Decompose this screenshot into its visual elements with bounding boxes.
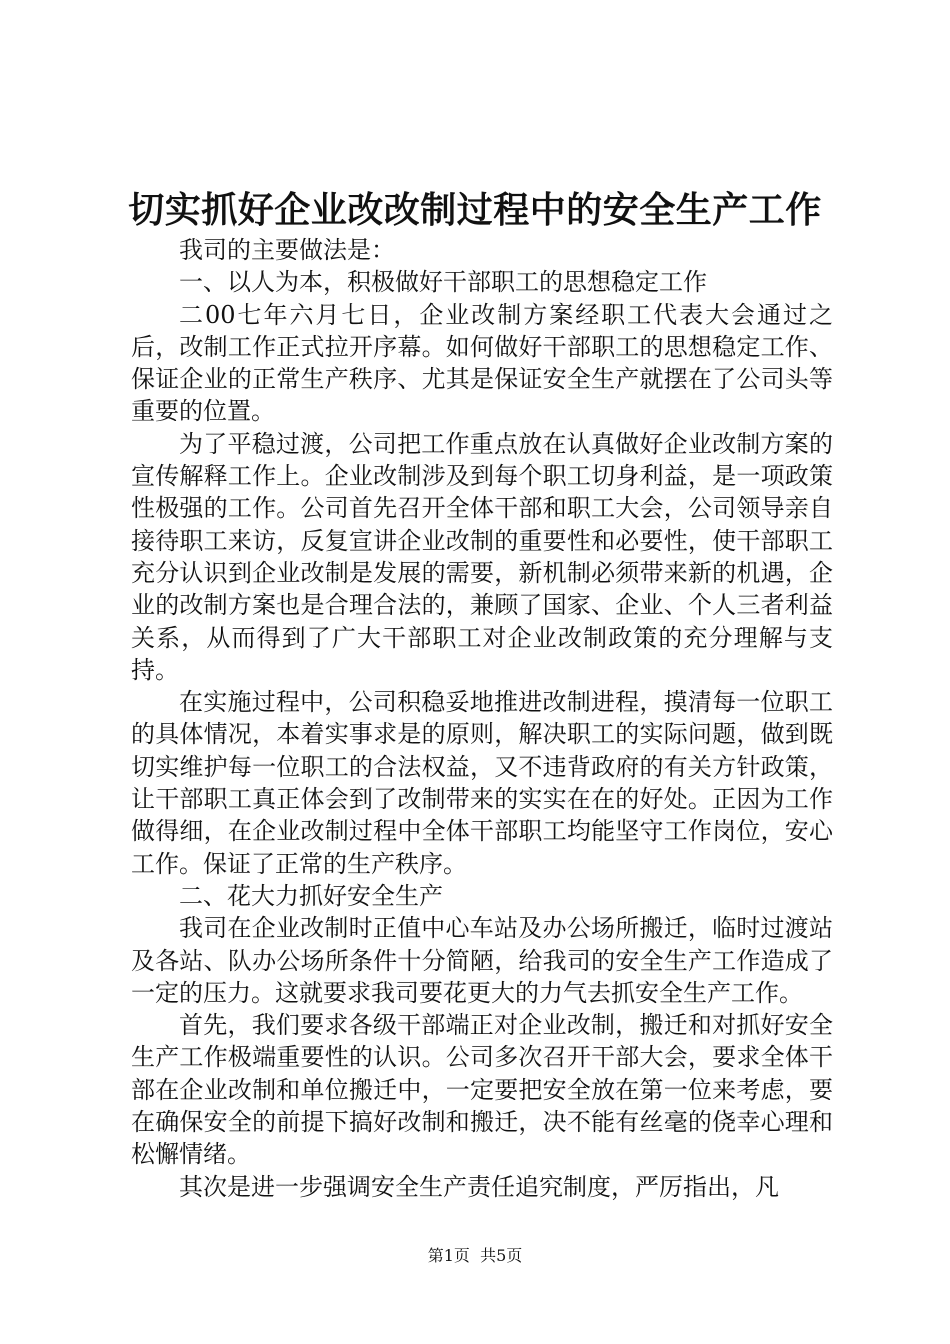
paragraph: 首先，我们要求各级干部端正对企业改制，搬迁和对抓好安全生产工作极端重要性的认识。公司多次召开干部大会，要求全体干部在企业改制和单位搬迁中，一定要把安全放在第一位来考虑，要在确保安全的前提下搞好改制和搬迁，决不能有丝毫的侥幸心理和松懈情绪。 (131, 1011, 833, 1169)
page-total: 共5页 (480, 1246, 523, 1265)
paragraph: 其次是进一步强调安全生产责任追究制度，严厉指出，凡 (179, 1172, 779, 1201)
paragraph-intro: 我司的主要做法是： (179, 236, 395, 264)
paragraph: 我司在企业改制时正值中心车站及办公场所搬迁，临时过渡站及各站、队办公场所条件十分简陋，给我司的安全生产工作造成了一定的压力。这就要求我司要花更大的力气去抓安全生产工作。 (131, 914, 833, 1007)
document-body (131, 234, 833, 1203)
paragraph: 在实施过程中，公司积稳妥地推进改制进程，摸清每一位职工的具体情况，本着实事求是的原则，解决职工的实际问题，做到既切实维护每一位职工的合法权益，又不违背政府的有关方针政策，让干部职工真正体会到了改制带来的实实在在的好处。正因为工作做得细，在企业改制过程中全体干部职工均能坚守工作岗位，安心工作。保证了正常的生产秩序。 (131, 688, 833, 878)
section-heading-2: 二、花大力抓好安全生产 (179, 881, 443, 910)
page-number: 第1页 (427, 1246, 470, 1265)
page-footer (0, 1245, 950, 1267)
paragraph: 为了平稳过渡，公司把工作重点放在认真做好企业改制方案的宣传解释工作上。企业改制涉及到每个职工切身利益，是一项政策性极强的工作。公司首先召开全体干部和职工大会，公司领导亲自接待职工来访，反复宣讲企业改制的重要性和必要性，使干部职工充分认识到企业改制是发展的需要，新机制必须带来新的机遇，企业的改制方案也是合理合法的，兼顾了国家、企业、个人三者利益关系，从而得到了广大干部职工对企业改制政策的充分理解与支持。 (131, 429, 833, 684)
document-title: 切实抓好企业改改制过程中的安全生产工作 (128, 189, 822, 231)
paragraph: 二00七年六月七日，企业改制方案经职工代表大会通过之后，改制工作正式拉开序幕。如何做好干部职工的思想稳定工作、保证企业的正常生产秩序、尤其是保证安全生产就摆在了公司头等重要的位置。 (131, 300, 833, 426)
section-heading-1: 一、以人为本，积极做好干部职工的思想稳定工作 (179, 268, 707, 297)
